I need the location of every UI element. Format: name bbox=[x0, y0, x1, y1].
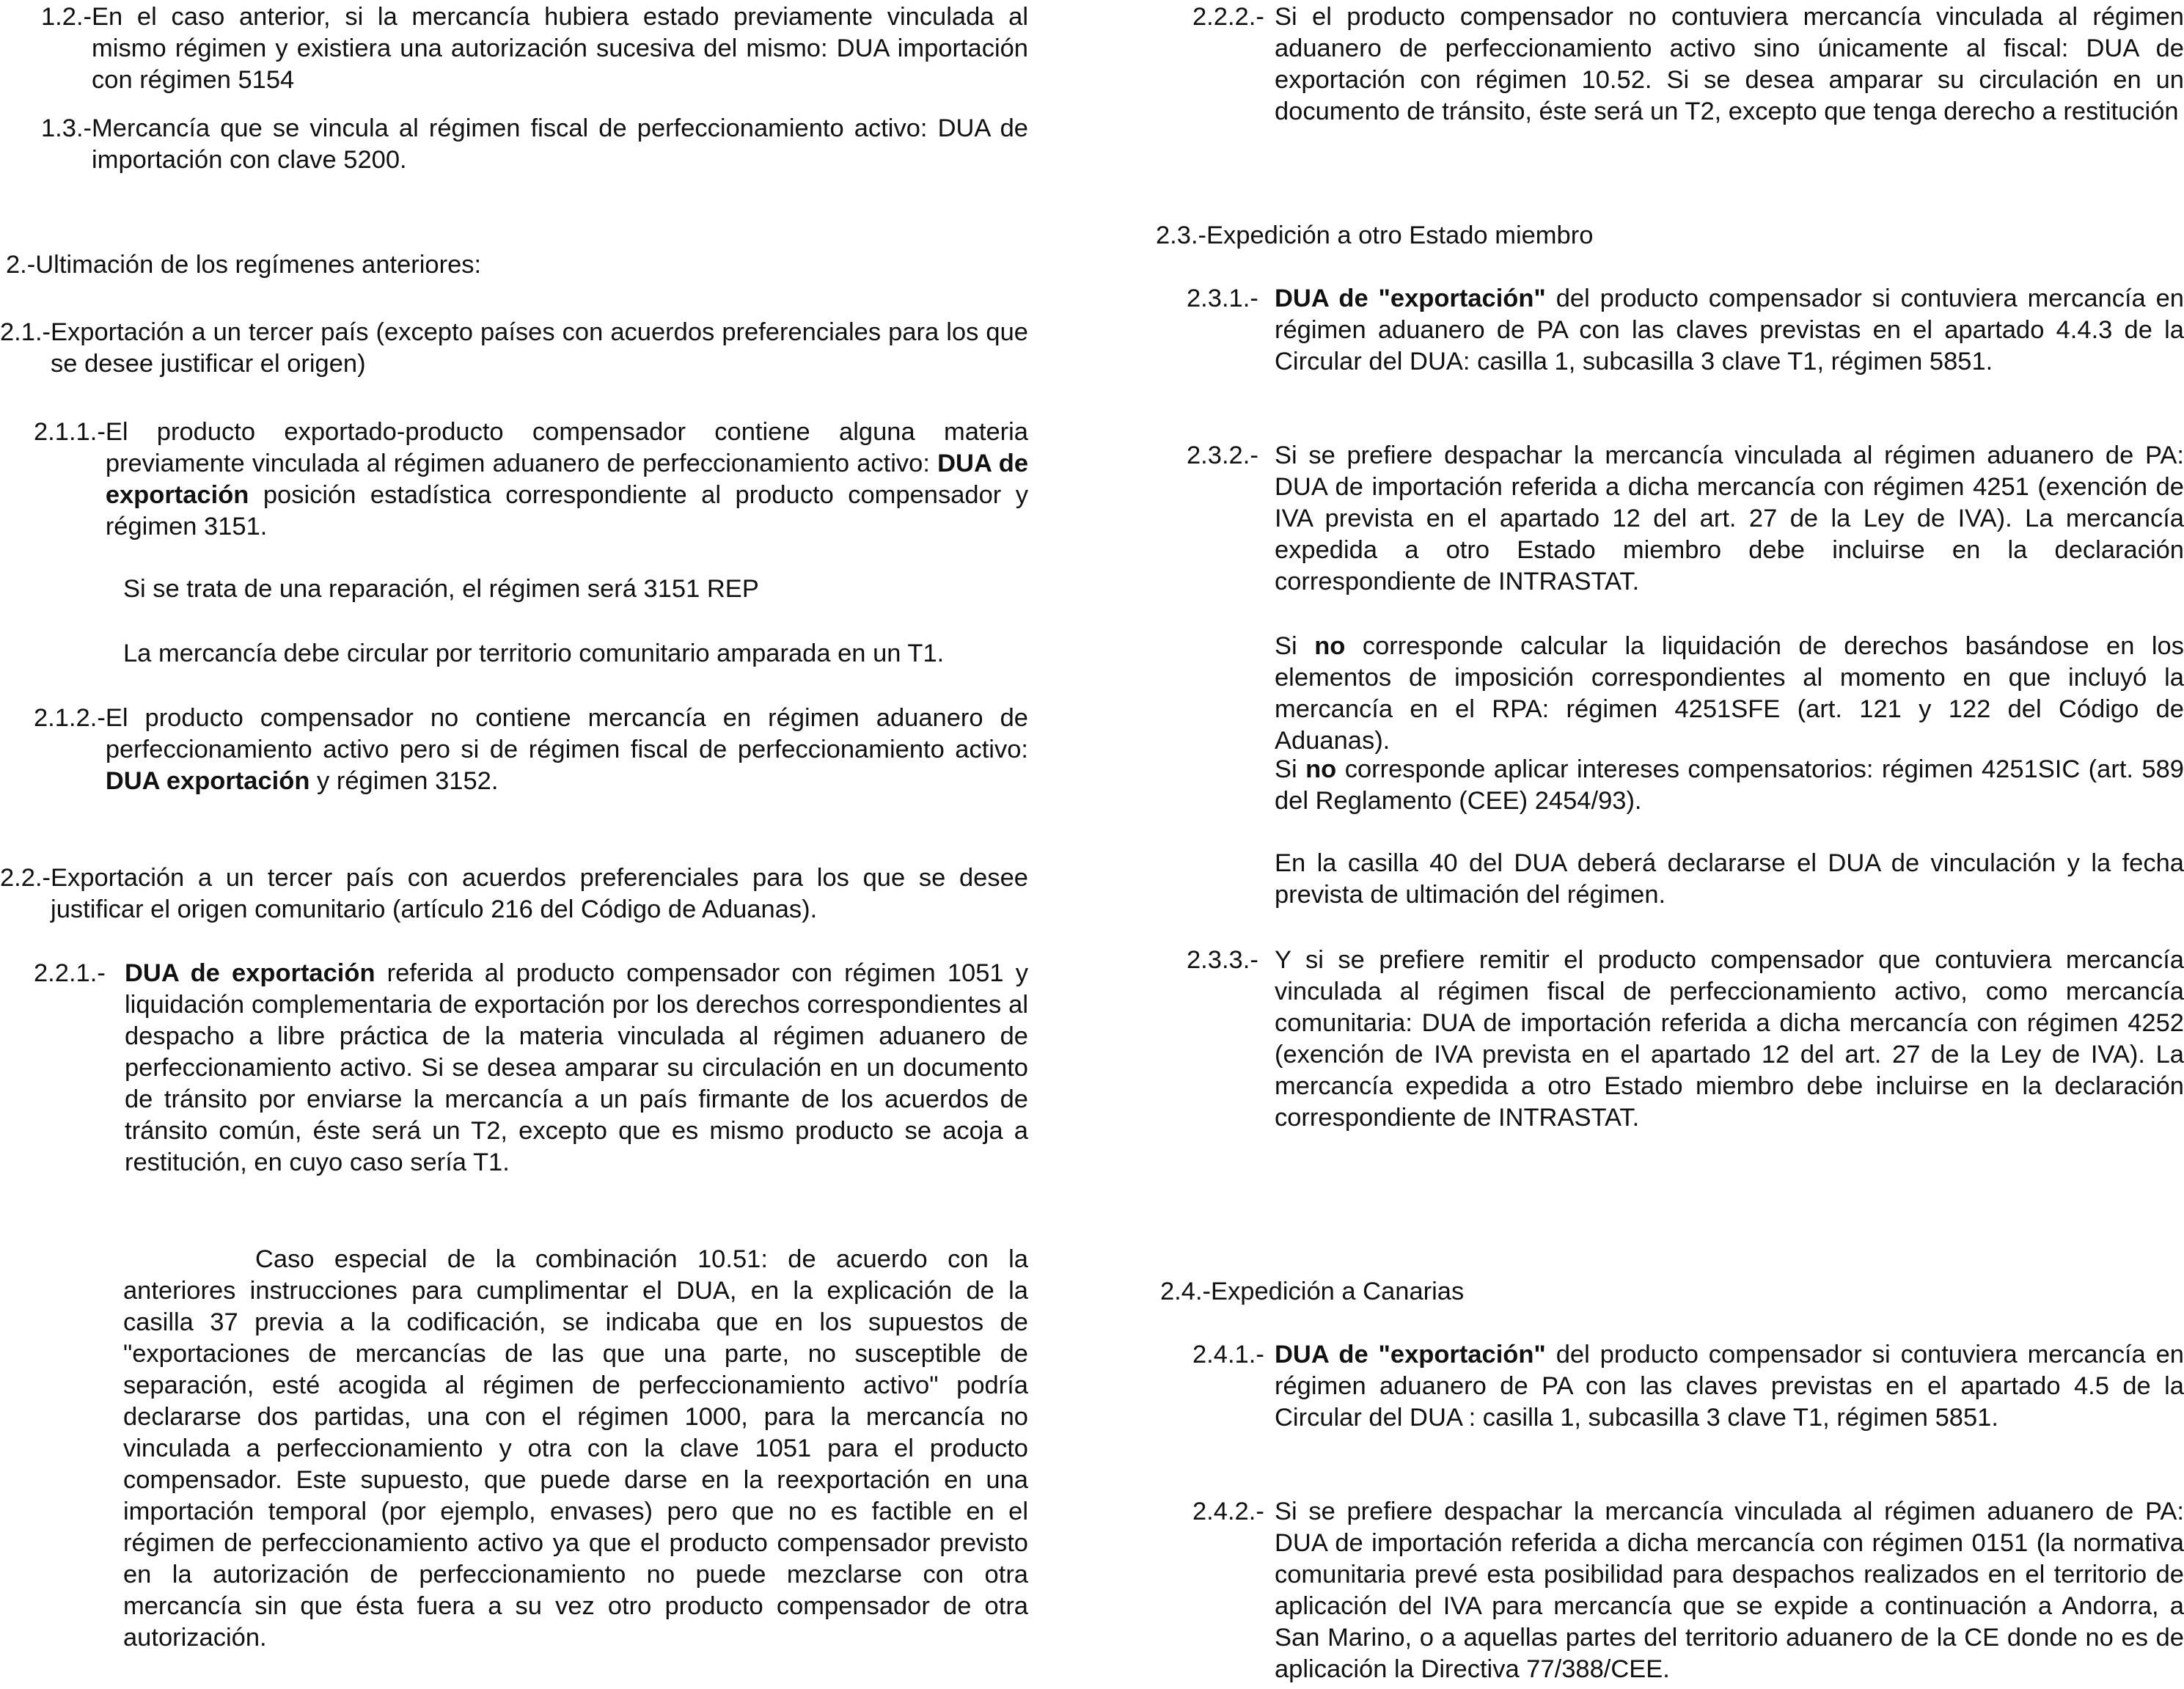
paragraph-text: Si no corresponde calcular la liquidación de derechos basándose en los elementos de imposición correspondientes al momento en que incluyó la mercancía en el RPA: régimen 4251SFE (art. 121 y 122 del Código de Aduanas). bbox=[1275, 632, 2184, 755]
paragraph-caso-especial bbox=[123, 1244, 1028, 1654]
section-number: 2.- bbox=[6, 251, 36, 279]
section-title: Ultimación de los regímenes anteriores: bbox=[35, 251, 482, 279]
paragraph-text: Y si se prefiere remitir el producto compensador que contuviera mercancía vinculada al régimen fiscal de perfeccionamiento activo, como mercancía comunitaria: DUA de importación referida a dicha mercancía con régimen 4252 (exención de IVA prevista en el apartado 12 del art. 27 de la Ley de IVA). La mercancía expedida a otro Estado miembro debe incluirse en la declaración correspondiente de INTRASTAT. bbox=[1275, 946, 2184, 1132]
paragraph-2-2 bbox=[0, 862, 1028, 926]
paragraph-2-3-2-sic bbox=[1275, 754, 2184, 817]
emphasis: DUA exportación bbox=[105, 767, 310, 795]
paragraph-number: 2.3.2.- bbox=[1187, 442, 1258, 469]
paragraph-text: Si se trata de una reparación, el régimen será 3151 REP bbox=[123, 575, 759, 603]
paragraph-2-4-1 bbox=[1192, 1339, 2184, 1434]
paragraph-text: El producto exportado-producto compensador contiene alguna materia previamente vinculada al régimen aduanero de perfeccionamiento activo: DUA de exportación posición estadística correspondiente al producto compensador y régimen 3151. bbox=[105, 418, 1029, 541]
paragraph-number: 2.1.1.- bbox=[34, 418, 106, 446]
section-number: 2.4.- bbox=[1160, 1278, 1212, 1305]
paragraph-text: El producto compensador no contiene mercancía en régimen aduanero de perfeccionamiento activo pero si de régimen fiscal de perfeccionamiento activo: DUA exportación y régimen 3152. bbox=[105, 704, 1028, 795]
paragraph-number: 2.4.2.- bbox=[1192, 1498, 1264, 1525]
paragraph-text: Si el producto compensador no contuviera mercancía vinculada al régimen aduanero de perfeccionamiento activo sino únicamente al fiscal: DUA de exportación con régimen 10.52. Si se desea amparar su circulación en un documento de tránsito, éste será un T2, excepto que tenga derecho a restitución bbox=[1275, 3, 2184, 125]
paragraph-2-1-1-note-repair bbox=[123, 574, 1028, 605]
paragraph-text: Exportación a un tercer país (excepto países con acuerdos preferenciales para los que se desee justificar el origen) bbox=[51, 318, 1028, 378]
paragraph-number: 2.2.2.- bbox=[1192, 3, 1264, 31]
emphasis: DUA de "exportación" bbox=[1275, 1341, 1546, 1369]
paragraph-1-2 bbox=[41, 1, 1028, 96]
paragraph-2-3-2-casilla bbox=[1275, 848, 2184, 911]
paragraph-text: Si se prefiere despachar la mercancía vinculada al régimen aduanero de PA: DUA de importación referida a dicha mercancía con régimen 0151 (la normativa comunitaria prevé esta posibilidad para despachos realizados en el territorio de aplicación del IVA para mercancía que se expide a continuación a Andorra, a San Marino, o a aquellas partes del territorio aduanero de la CE donde no es de aplicación la Directiva 77/388/CEE. bbox=[1275, 1498, 2184, 1683]
paragraph-text: Si no corresponde aplicar intereses compensatorios: régimen 4251SIC (art. 589 del Reglamento (CEE) 2454/93). bbox=[1275, 755, 2184, 815]
paragraph-number: 2.3.1.- bbox=[1187, 285, 1258, 312]
paragraph-text: Exportación a un tercer país con acuerdos preferenciales para los que se desee justificar el origen comunitario (artículo 216 del Código de Aduanas). bbox=[51, 864, 1028, 923]
emphasis: DUA de exportación bbox=[125, 959, 375, 987]
paragraph-text: La mercancía debe circular por territorio comunitario amparada en un T1. bbox=[123, 640, 945, 667]
paragraph-text: En la casilla 40 del DUA deberá declararse el DUA de vinculación y la fecha prevista de ultimación del régimen. bbox=[1275, 849, 2184, 909]
paragraph-text: Mercancía que se vincula al régimen fiscal de perfeccionamiento activo: DUA de importación con clave 5200. bbox=[92, 114, 1028, 174]
section-number: 2.3.- bbox=[1156, 221, 1207, 249]
emphasis: DUA de "exportación" bbox=[1275, 285, 1546, 312]
section-title: Expedición a Canarias bbox=[1211, 1278, 1465, 1305]
paragraph-2-1-1 bbox=[34, 417, 1028, 543]
paragraph-2-1 bbox=[0, 317, 1028, 380]
paragraph-2-3-2-sfe bbox=[1275, 631, 2184, 757]
paragraph-2-3-3 bbox=[1187, 945, 2184, 1134]
paragraph-1-3 bbox=[41, 113, 1028, 176]
paragraph-2-3-1 bbox=[1187, 283, 2184, 378]
paragraph-number: 2.1.- bbox=[0, 318, 51, 346]
paragraph-number: 2.1.2.- bbox=[34, 704, 106, 732]
paragraph-text: En el caso anterior, si la mercancía hubiera estado previamente vinculada al mismo régimen y existiera una autorización sucesiva del mismo: DUA importación con régimen 5154 bbox=[92, 3, 1028, 94]
paragraph-2-3-2 bbox=[1187, 440, 2184, 598]
paragraph-number: 2.3.3.- bbox=[1187, 946, 1258, 974]
paragraph-2-2-1 bbox=[34, 958, 1028, 1179]
paragraph-text: DUA de "exportación" del producto compensador si contuviera mercancía en régimen aduanero de PA con las claves previstas en el apartado 4.5 de la Circular del DUA : casilla 1, subcasilla 3 clave T1, régimen 5851. bbox=[1275, 1341, 2184, 1432]
emphasis: no bbox=[1314, 632, 1346, 660]
paragraph-text: Si se prefiere despachar la mercancía vinculada al régimen aduanero de PA: DUA de importación referida a dicha mercancía con régimen 4251 (exención de IVA prevista en el apartado 12 del art. 27 de la Ley de IVA). La mercancía expedida a otro Estado miembro debe incluirse en la declaración correspondiente de INTRASTAT. bbox=[1275, 442, 2184, 596]
emphasis: DUA de exportación bbox=[105, 450, 1029, 509]
paragraph-2-4-2 bbox=[1192, 1496, 2184, 1685]
paragraph-number: 1.2.- bbox=[41, 3, 92, 31]
paragraph-number: 2.2.1.- bbox=[34, 959, 106, 987]
paragraph-number: 1.3.- bbox=[41, 114, 92, 142]
paragraph-text: Caso especial de la combinación 10.51: de acuerdo con la anteriores instrucciones para cumplimentar el DUA, en la explicación de la casilla 37 previa a la codificación, se indicaba que en los supuestos de "exportaciones de mercancías de las que una parte, no susceptible de separación, esté acogida al régimen de perfeccionamiento activo" podría declararse dos partidas, una con el régimen 1000, para la mercancía no vinculada a perfeccionamiento y otra con la clave 1051 para el producto compensador. Este supuesto, que puede darse en la reexportación en una importación temporal (por ejemplo, envases) pero que no es factible en el régimen de perfeccionamiento activo ya que el producto compensador previsto en la autorización de perfeccionamiento no puede mezclarse con otra mercancía sin que ésta fuera a su vez otro producto compensador de otra autorización. bbox=[123, 1245, 1028, 1652]
section-heading-2-4 bbox=[1160, 1276, 2184, 1308]
paragraph-number: 2.4.1.- bbox=[1192, 1341, 1264, 1369]
paragraph-2-1-1-note-t1 bbox=[123, 638, 1028, 670]
paragraph-2-2-2 bbox=[1192, 1, 2184, 128]
emphasis: no bbox=[1305, 755, 1337, 783]
section-heading-2-3 bbox=[1156, 220, 2184, 252]
paragraph-text: DUA de exportación referida al producto compensador con régimen 1051 y liquidación complementaria de exportación por los derechos correspondientes al despacho a libre práctica de la materia vinculada al régimen aduanero de perfeccionamiento activo. Si se desea amparar su circulación en un documento de tránsito por enviarse la mercancía a un país firmante de los acuerdos de tránsito común, éste será un T2, excepto que es mismo producto se acoja a restitución, en cuyo caso sería T1. bbox=[125, 959, 1028, 1176]
section-heading-2 bbox=[6, 249, 1028, 281]
paragraph-2-1-2 bbox=[34, 703, 1028, 797]
paragraph-text: DUA de "exportación" del producto compensador si contuviera mercancía en régimen aduanero de PA con las claves previstas en el apartado 4.4.3 de la Circular del DUA: casilla 1, subcasilla 3 clave T1, régimen 5851. bbox=[1275, 285, 2184, 375]
paragraph-number: 2.2.- bbox=[0, 864, 51, 892]
section-title: Expedición a otro Estado miembro bbox=[1206, 221, 1594, 249]
